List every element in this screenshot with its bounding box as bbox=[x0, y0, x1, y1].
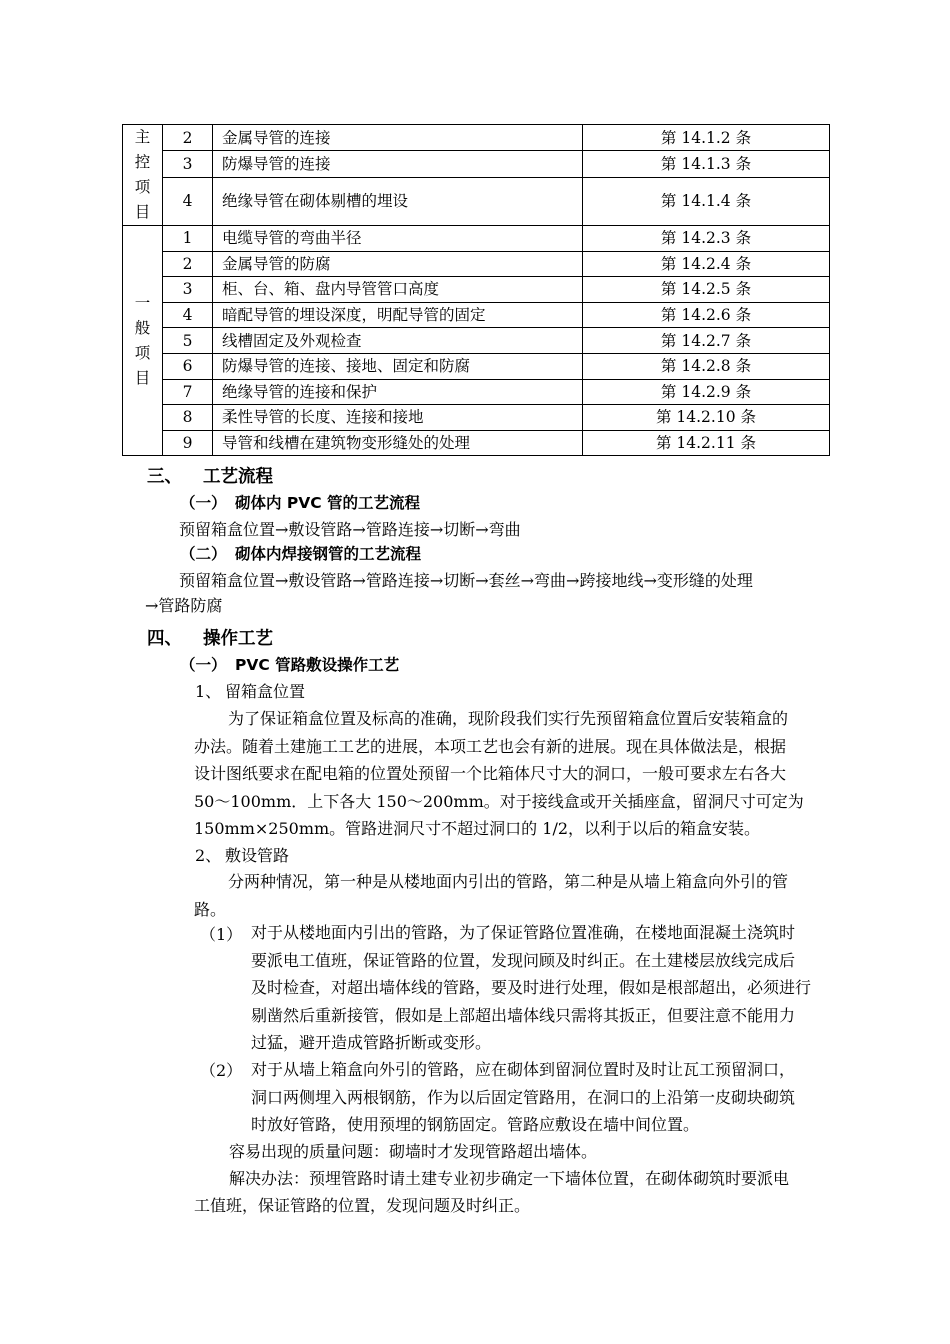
row-item: 柔性导管的长度、连接和接地 bbox=[213, 405, 583, 431]
case-2-number: （2） bbox=[200, 1061, 243, 1080]
case-2-paragraph: 对于从墙上箱盒向外引的管路，应在砌体到留洞位置时及时让瓦工预留洞口， 洞口两侧埋入两根钢筋，作为以后固定管路用，在洞口的上沿第一皮砌块砌筑 时放好管路，使用预埋的钢筋固定。管路应敷设在墙中间位置。 bbox=[251, 1060, 796, 1135]
row-number: 1 bbox=[163, 226, 213, 252]
row-number: 2 bbox=[163, 251, 213, 277]
row-item: 防爆导管的连接 bbox=[213, 151, 583, 177]
row-item: 防爆导管的连接、接地、固定和防腐 bbox=[213, 353, 583, 379]
table-row bbox=[123, 353, 830, 379]
case-1-paragraph: 对于从楼地面内引出的管路，为了保证管路位置准确，在楼地面混凝土浇筑时 要派电工值班，保证管路的位置，发现问顾及时纠正。在土建楼层放线完成后 及时检查，对超出墙体线的管路，要及时进行处理，假如是根部超出，必须进行 剔凿然后重新接管，假如是上部超出墙体线只需将其扳正，但要注意不能用力 过猛，避开造成管路折断或变形。 bbox=[251, 923, 812, 1053]
case-1-number: （1） bbox=[200, 925, 243, 944]
section-4-heading: 四、 操作工艺 bbox=[147, 629, 273, 649]
item-2-heading: 2、 敷设管路 bbox=[195, 846, 290, 865]
row-item: 金属导管的防腐 bbox=[213, 251, 583, 277]
table-row bbox=[123, 328, 830, 354]
row-number: 8 bbox=[163, 405, 213, 431]
table-row bbox=[123, 226, 830, 252]
section-3-subheading-2: （二） 砌体内焊接钢管的工艺流程 bbox=[180, 545, 422, 563]
table-row bbox=[123, 251, 830, 277]
item-1-heading: 1、 留箱盒位置 bbox=[195, 682, 306, 701]
row-number: 4 bbox=[163, 302, 213, 328]
row-clause: 第 14.2.11 条 bbox=[583, 430, 830, 456]
category-main-control: 主 控 项 目 bbox=[123, 125, 163, 226]
table-row bbox=[123, 302, 830, 328]
table-row bbox=[123, 125, 830, 151]
table-row bbox=[123, 405, 830, 431]
row-item: 导管和线槽在建筑物变形缝处的处理 bbox=[213, 430, 583, 456]
table-row bbox=[123, 430, 830, 456]
row-number: 3 bbox=[163, 151, 213, 177]
row-clause: 第 14.1.2 条 bbox=[583, 125, 830, 151]
row-number: 6 bbox=[163, 353, 213, 379]
row-clause: 第 14.2.10 条 bbox=[583, 405, 830, 431]
row-clause: 第 14.2.3 条 bbox=[583, 226, 830, 252]
category-general: 一 般 项 目 bbox=[123, 226, 163, 456]
flow-2-text: 预留箱盒位置→敷设管路→管路连接→切断→套丝→弯曲→跨接地线→变形缝的处理 bbox=[179, 571, 753, 590]
row-clause: 第 14.2.5 条 bbox=[583, 277, 830, 303]
row-item: 金属导管的连接 bbox=[213, 125, 583, 151]
row-item: 绝缘导管的连接和保护 bbox=[213, 379, 583, 405]
row-clause: 第 14.2.9 条 bbox=[583, 379, 830, 405]
solution-text: 解决办法：预埋管路时请土建专业初步确定一下墙体位置，在砌体砌筑时要派电 bbox=[229, 1169, 790, 1188]
row-number: 5 bbox=[163, 328, 213, 354]
table-row bbox=[123, 177, 830, 225]
flow-1-text: 预留箱盒位置→敷设管路→管路连接→切断→弯曲 bbox=[179, 520, 521, 539]
row-item: 暗配导管的埋设深度，明配导管的固定 bbox=[213, 302, 583, 328]
table-row bbox=[123, 151, 830, 177]
row-number: 7 bbox=[163, 379, 213, 405]
row-number: 2 bbox=[163, 125, 213, 151]
row-clause: 第 14.2.8 条 bbox=[583, 353, 830, 379]
flow-2-text-cont: →管路防腐 bbox=[145, 596, 223, 615]
quality-problem-text: 容易出现的质量问题：砌墙时才发现管路超出墙体。 bbox=[229, 1142, 598, 1161]
row-item: 线槽固定及外观检查 bbox=[213, 328, 583, 354]
row-item: 柜、台、箱、盘内导管管口高度 bbox=[213, 277, 583, 303]
inspection-items-table bbox=[122, 124, 830, 456]
item-2-paragraph: 分两种情况，第一种是从楼地面内引出的管路，第二种是从墙上箱盒向外引的管 路。 bbox=[194, 872, 789, 919]
row-item: 电缆导管的弯曲半径 bbox=[213, 226, 583, 252]
row-clause: 第 14.1.3 条 bbox=[583, 151, 830, 177]
table-row bbox=[123, 277, 830, 303]
item-1-paragraph: 为了保证箱盒位置及标高的准确，现阶段我们实行先预留箱盒位置后安装箱盒的 办法。随着土建施工工艺的进展，本项工艺也会有新的进展。现在具体做法是，根据 设计图纸要求在配电箱的位置处预留一个比箱体尺寸大的洞口，一般可要求左右各大 50～100mm．上下各大 150～200mm。对于接线盒或开关插座盒，留洞尺寸可定为 150mm×250mm。管路进洞尺寸不超过洞口的 1/2，以利于以后的箱盒安装。 bbox=[194, 709, 804, 839]
solution-text-cont: 工值班，保证管路的位置，发现问题及时纠正。 bbox=[194, 1196, 531, 1215]
row-clause: 第 14.1.4 条 bbox=[583, 177, 830, 225]
section-4-subheading-1: （一） PVC 管路敷设操作工艺 bbox=[180, 656, 400, 674]
table-row bbox=[123, 379, 830, 405]
row-clause: 第 14.2.6 条 bbox=[583, 302, 830, 328]
row-clause: 第 14.2.4 条 bbox=[583, 251, 830, 277]
row-clause: 第 14.2.7 条 bbox=[583, 328, 830, 354]
row-number: 9 bbox=[163, 430, 213, 456]
row-item: 绝缘导管在砌体剔槽的埋设 bbox=[213, 177, 583, 225]
section-3-subheading-1: （一） 砌体内 PVC 管的工艺流程 bbox=[180, 494, 421, 512]
row-number: 4 bbox=[163, 177, 213, 225]
section-3-heading: 三、 工艺流程 bbox=[147, 467, 273, 487]
row-number: 3 bbox=[163, 277, 213, 303]
